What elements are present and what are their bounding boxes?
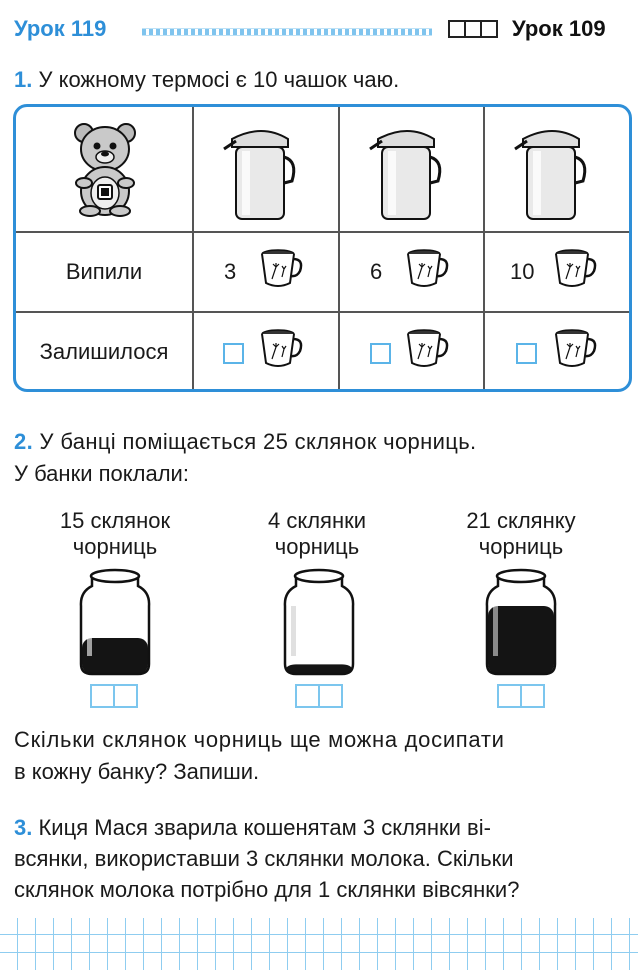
jar-label: 4 склянки чорниць <box>267 508 367 559</box>
cup-icon <box>260 329 304 369</box>
row-label-drank: Випили <box>65 259 143 284</box>
header-boxes-icon <box>448 20 496 38</box>
thermos-icon <box>513 121 593 221</box>
lesson-title-left: Урок 119 <box>14 16 107 41</box>
task1-number: 1. <box>14 67 33 92</box>
cup-icon <box>554 329 598 369</box>
drank-value: 10 <box>510 259 535 284</box>
answer-box[interactable] <box>516 343 537 364</box>
cup-icon <box>406 249 450 289</box>
task2-question-line2: в кожну банку? Запиши. <box>14 759 260 784</box>
thermos-table <box>13 104 632 392</box>
jar-icon <box>484 566 558 678</box>
lesson-title-right: Урок 109 <box>512 16 606 41</box>
bear-icon <box>70 121 140 217</box>
drank-value: 3 <box>224 259 237 284</box>
task3-line1: 3. Киця Мася зварила кошенятам 3 склянки ві- <box>14 815 491 840</box>
row-label-left: Залишилося <box>39 339 169 364</box>
jar-label: 15 склянок чорниць <box>59 508 171 559</box>
writing-grid[interactable] <box>0 918 638 970</box>
jar-icon <box>282 566 356 678</box>
task2-line2: У банки поклали: <box>14 461 189 486</box>
task2-number: 2. <box>14 429 34 454</box>
cup-icon <box>406 329 450 369</box>
task1-heading <box>14 64 399 95</box>
answer-box-two-digit[interactable] <box>295 684 343 708</box>
task3-line3: склянок молока потрібно для 1 склянки вівсянки? <box>14 877 520 902</box>
task3-number: 3. <box>14 815 33 840</box>
thermos-icon <box>368 121 448 221</box>
task2-question-line1: Скільки склянок чорниць ще можна досипати <box>14 727 505 752</box>
answer-box[interactable] <box>223 343 244 364</box>
task1-text: У кожному термосі є 10 чашок чаю. <box>38 67 400 92</box>
cup-icon <box>554 249 598 289</box>
answer-box-two-digit[interactable] <box>90 684 138 708</box>
cup-icon <box>260 249 304 289</box>
answer-box-two-digit[interactable] <box>497 684 545 708</box>
jar-label: 21 склянку чорниць <box>466 508 576 559</box>
drank-value: 6 <box>370 259 383 284</box>
task3-line2: всянки, використавши 3 склянки молока. Скільки <box>14 846 514 871</box>
task2-heading <box>14 426 477 457</box>
jar-icon <box>78 566 152 678</box>
header-divider <box>142 28 432 36</box>
task2-line1: У банці поміщається 25 склянок чорниць. <box>39 429 477 454</box>
answer-box[interactable] <box>370 343 391 364</box>
thermos-icon <box>222 121 302 221</box>
